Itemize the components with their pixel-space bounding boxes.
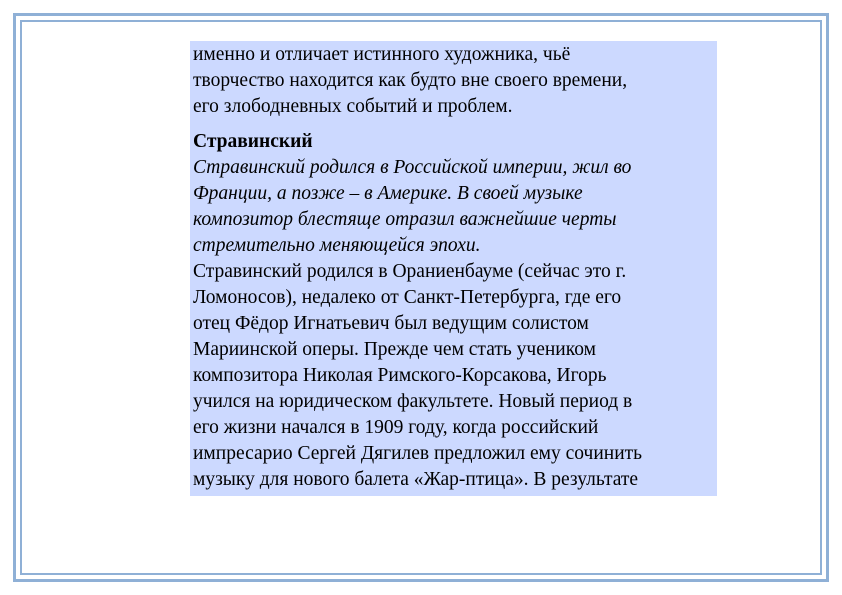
body-line: композитора Николая Римского-Корсакова, Игорь xyxy=(193,365,607,386)
paragraph-line: творчество находится как будто вне своего времени, xyxy=(193,70,628,91)
body-line: его жизни начался в 1909 году, когда российский xyxy=(193,417,599,438)
body-line: импресарио Сергей Дягилев предложил ему сочинить xyxy=(193,443,643,464)
paragraph-line: именно и отличает истинного художника, чьё xyxy=(193,44,571,65)
paragraph-line: его злободневных событий и проблем. xyxy=(193,96,513,117)
body-line: отец Фёдор Игнатьевич был ведущим солистом xyxy=(193,313,589,334)
body-line: учился на юридическом факультете. Новый период в xyxy=(193,391,633,412)
body-line: Мариинской оперы. Прежде чем стать учеником xyxy=(193,339,596,360)
summary-line: стремительно меняющейся эпохи. xyxy=(193,235,481,256)
body-paragraph xyxy=(193,259,713,493)
intro-paragraph xyxy=(193,42,713,120)
summary-line: композитор блестяще отразил важнейшие черты xyxy=(193,209,617,230)
summary-line: Франции, а позже – в Америке. В своей музыке xyxy=(193,183,583,204)
body-line: Стравинский родился в Ораниенбауме (сейчас это г. xyxy=(193,261,627,282)
text-content-block xyxy=(190,41,717,496)
body-line: Ломоносов), недалеко от Санкт-Петербурга, где его xyxy=(193,287,622,308)
body-line: музыку для нового балета «Жар-птица». В результате xyxy=(193,469,639,490)
section-heading: Стравинский xyxy=(193,131,313,152)
summary-line: Стравинский родился в Российской империи, жил во xyxy=(193,157,632,178)
italic-summary xyxy=(193,155,713,259)
